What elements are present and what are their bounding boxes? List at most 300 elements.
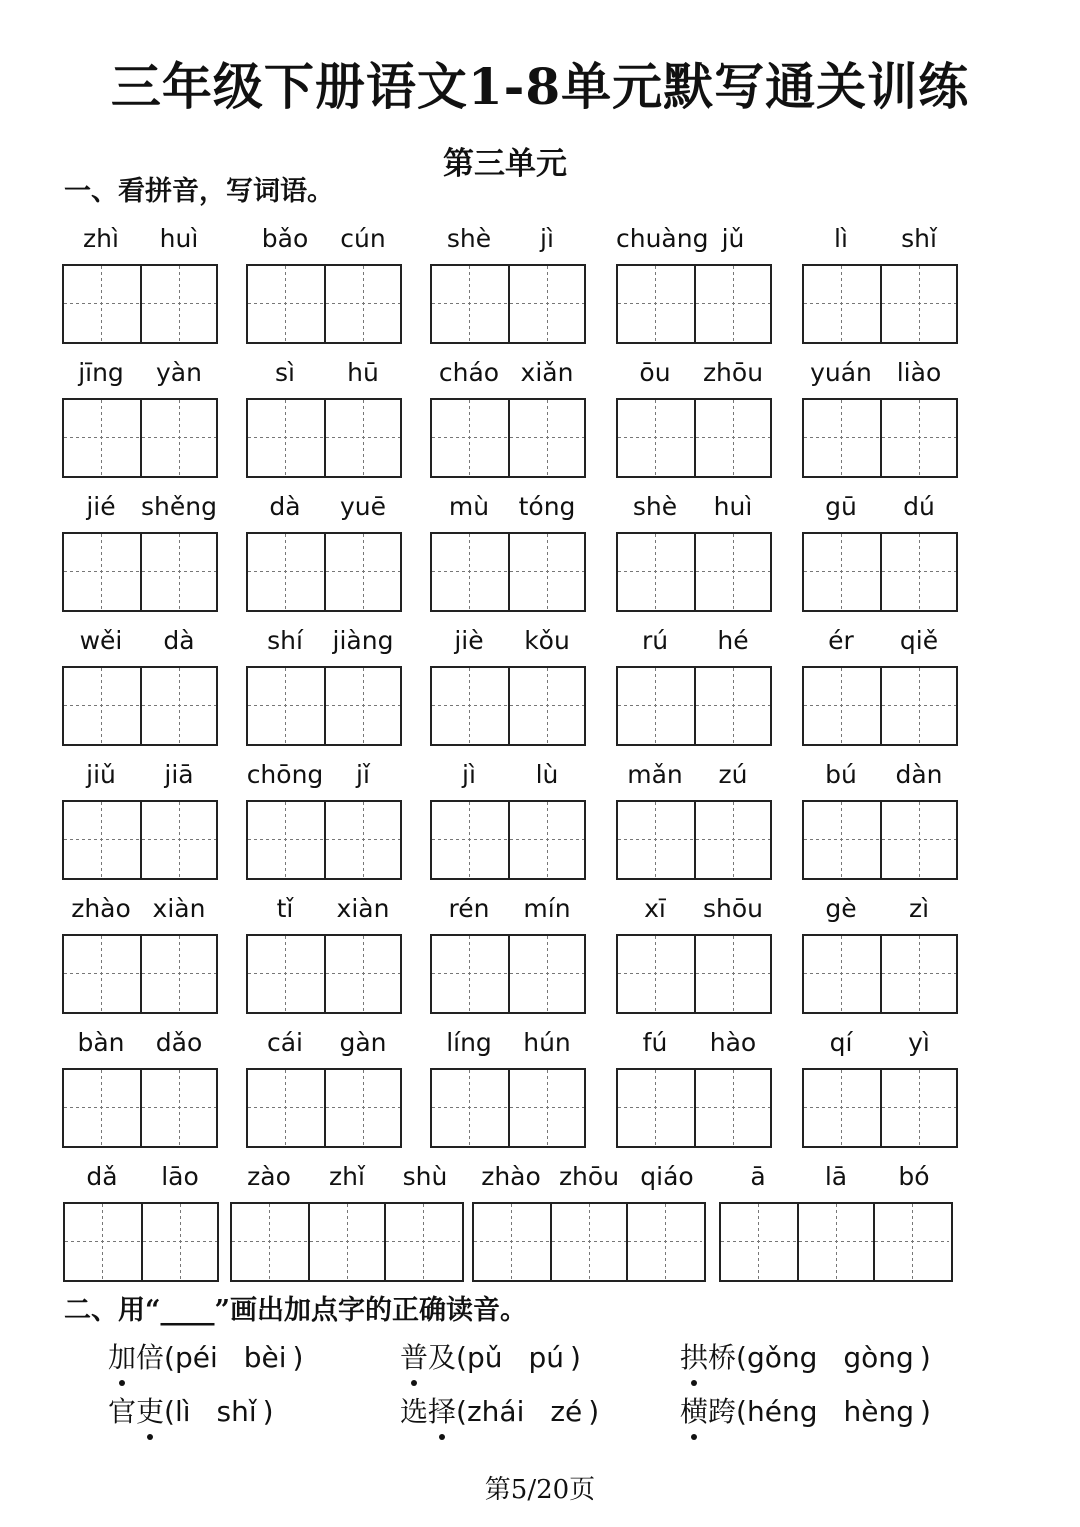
writing-cell[interactable] [140,936,216,1012]
pinyin-syllable: líng [446,1028,492,1057]
writing-cell[interactable] [804,266,880,342]
writing-cell[interactable] [880,802,956,878]
writing-cell[interactable] [873,1204,949,1280]
writing-cell[interactable] [64,534,140,610]
pinyin-syllable: qí [829,1028,853,1057]
pinyin-syllable: qiáo [640,1162,694,1191]
writing-cell[interactable] [694,266,770,342]
word-item [62,222,218,344]
pinyin-row [62,624,218,658]
writing-cell[interactable] [324,936,400,1012]
writing-cell[interactable] [432,534,508,610]
pinyin-row [62,222,218,256]
pinyin-syllable: jì [540,224,554,253]
word-item [802,222,958,344]
word-item [802,892,958,1014]
word-item [616,758,772,880]
pinyin-syllable: yàn [156,358,202,387]
character-boxes [430,264,586,344]
pinyin-row [616,892,772,926]
pinyin-row [62,758,218,792]
pinyin-syllable: shè [632,492,678,521]
open-paren: ( [164,1341,175,1374]
writing-cell[interactable] [694,668,770,744]
pinyin-syllable: cái [266,1028,303,1057]
character-boxes [62,264,218,344]
close-paren: ) [292,1341,304,1374]
writing-cell[interactable] [432,668,508,744]
pinyin-row [246,892,402,926]
pinyin-syllable: zhì [83,224,119,253]
writing-cell[interactable] [474,1204,550,1280]
character-boxes [802,934,958,1014]
pinyin-syllable: jīng [78,358,124,387]
writing-cell[interactable] [618,668,694,744]
pinyin-syllable: liào [896,358,942,387]
pinyin-syllable: lāo [161,1162,199,1191]
word-item [719,1160,953,1282]
writing-cell[interactable] [232,1204,308,1280]
pinyin-syllable: shěng [141,492,217,521]
writing-cell[interactable] [140,1070,216,1146]
writing-cell[interactable] [508,400,584,476]
word-item [616,356,772,478]
character-boxes [430,934,586,1014]
word-item [63,1160,219,1282]
pinyin-syllable: shù [402,1162,448,1191]
pinyin-syllable: kǒu [524,626,570,655]
writing-cell[interactable] [248,534,324,610]
pinyin-syllable: jiǔ [86,760,116,789]
pinyin-row [246,1026,402,1060]
character-boxes [802,666,958,746]
writing-cell[interactable] [324,802,400,878]
word-item [802,490,958,612]
pinyin-syllable: yuē [339,492,387,521]
section-2-heading: 二、用“____”画出加点字的正确读音。 [64,1295,528,1326]
character-boxes [230,1202,464,1282]
writing-cell[interactable] [248,266,324,342]
pinyin-syllable: gàn [339,1028,387,1057]
pinyin-syllable: lì [834,224,848,253]
word-item [430,624,586,746]
pinyin-syllable: cháo [438,358,500,387]
pinyin-syllable: shǐ [901,224,937,253]
writing-cell[interactable] [432,1070,508,1146]
writing-cell[interactable] [618,936,694,1012]
word-item [802,356,958,478]
writing-cell[interactable] [508,668,584,744]
writing-cell[interactable] [432,802,508,878]
writing-cell[interactable] [880,668,956,744]
word-item [430,892,586,1014]
reading-option[interactable]: bèi [243,1341,287,1374]
word-character: 官 [108,1395,137,1428]
pinyin-row [246,490,402,524]
writing-cell[interactable] [618,802,694,878]
writing-cell[interactable] [248,668,324,744]
word-item [230,1160,464,1282]
writing-cell[interactable] [618,266,694,342]
open-paren: ( [736,1395,747,1428]
character-boxes [430,666,586,746]
word-item [62,490,218,612]
writing-cell[interactable] [618,534,694,610]
character-boxes [62,1068,218,1148]
pinyin-row [246,624,402,658]
dotted-character: 择 [428,1392,456,1432]
pinyin-syllable: zhào [481,1162,541,1191]
writing-cell[interactable] [797,1204,873,1280]
pinyin-row [430,222,586,256]
writing-cell[interactable] [694,936,770,1012]
character-boxes [430,398,586,478]
word-item [246,490,402,612]
page-number: 第5/20页 [484,1475,596,1505]
character-boxes [802,398,958,478]
pinyin-syllable: dà [163,626,195,655]
word-item [62,624,218,746]
pinyin-syllable: chuàng [616,224,709,253]
writing-cell[interactable] [880,1070,956,1146]
character-boxes [246,800,402,880]
open-paren: ( [456,1341,467,1374]
pinyin-row [430,490,586,524]
pinyin-row [616,624,772,658]
pinyin-syllable: zào [247,1162,291,1191]
pinyin-syllable: jié [86,492,116,521]
writing-cell[interactable] [324,534,400,610]
reading-option[interactable]: gòng [843,1341,914,1374]
word-item [616,892,772,1014]
pinyin-syllable: jǐ [356,760,370,789]
character-boxes [802,264,958,344]
pinyin-syllable: tóng [518,492,576,521]
character-boxes [616,264,772,344]
reading-option[interactable]: hèng [843,1395,914,1428]
writing-cell[interactable] [64,1070,140,1146]
writing-cell[interactable] [324,266,400,342]
writing-cell[interactable] [432,936,508,1012]
writing-cell[interactable] [804,668,880,744]
dotted-character: 吏 [136,1392,164,1432]
pinyin-syllable: sì [275,358,295,387]
word-item [430,1026,586,1148]
writing-cell[interactable] [64,266,140,342]
writing-cell[interactable] [64,668,140,744]
character-boxes [616,1068,772,1148]
character-boxes [246,264,402,344]
reading-option[interactable]: zhái [466,1395,525,1428]
pinyin-syllable: dú [903,492,935,521]
writing-cell[interactable] [248,936,324,1012]
section-1-heading: 一、看拼音，写词语。 [64,176,334,207]
reading-option[interactable]: pǔ [466,1341,503,1374]
pinyin-row [62,1026,218,1060]
pinyin-syllable: zú [718,760,748,789]
writing-cell[interactable] [694,1070,770,1146]
word-item [616,222,772,344]
pinyin-row [616,758,772,792]
pinyin-syllable: fú [642,1028,668,1057]
writing-cell[interactable] [694,802,770,878]
pinyin-syllable: lā [824,1162,848,1191]
writing-cell[interactable] [880,534,956,610]
dotted-character: 拱 [680,1338,708,1378]
writing-cell[interactable] [550,1204,626,1280]
open-paren: ( [736,1341,747,1374]
word-item [246,758,402,880]
writing-cell[interactable] [384,1204,460,1280]
pinyin-syllable: yuán [810,358,872,387]
writing-cell[interactable] [324,400,400,476]
pinyin-row [802,356,958,390]
writing-cell[interactable] [140,266,216,342]
reading-option[interactable]: zé [550,1395,583,1428]
character-boxes [430,532,586,612]
pinyin-row [63,1160,219,1194]
pinyin-syllable: xiàn [152,894,206,923]
writing-cell[interactable] [508,936,584,1012]
writing-cell[interactable] [65,1204,141,1280]
pinyin-syllable: xiàn [336,894,390,923]
word-item [802,624,958,746]
writing-cell[interactable] [508,1070,584,1146]
pronunciation-item [400,1392,599,1432]
writing-cell[interactable] [721,1204,797,1280]
character-boxes [802,532,958,612]
writing-cell[interactable] [508,266,584,342]
pinyin-row [62,356,218,390]
pinyin-row [230,1160,464,1194]
pinyin-syllable: hào [709,1028,757,1057]
pinyin-row [802,222,958,256]
pronunciation-item [400,1338,581,1378]
pinyin-syllable: wěi [79,626,123,655]
pinyin-syllable: jiè [454,626,484,655]
writing-cell[interactable] [248,1070,324,1146]
word-item [802,758,958,880]
writing-cell[interactable] [804,534,880,610]
writing-cell[interactable] [141,1204,217,1280]
pinyin-row [246,356,402,390]
pinyin-row [802,1026,958,1060]
character-boxes [63,1202,219,1282]
pinyin-row [802,490,958,524]
writing-cell[interactable] [508,802,584,878]
pinyin-row [430,624,586,658]
writing-cell[interactable] [140,668,216,744]
word-item [246,356,402,478]
writing-cell[interactable] [880,400,956,476]
pinyin-syllable: hé [717,626,749,655]
writing-cell[interactable] [618,1070,694,1146]
pinyin-syllable: mín [523,894,571,923]
word-item [430,356,586,478]
writing-cell[interactable] [804,400,880,476]
pinyin-syllable: shí [267,626,303,655]
writing-cell[interactable] [432,266,508,342]
pinyin-syllable: gū [825,492,857,521]
character-boxes [430,800,586,880]
word-item [616,490,772,612]
word-character: 桥 [708,1341,737,1374]
pinyin-syllable: shè [446,224,492,253]
character-boxes [246,934,402,1014]
close-paren: ) [570,1341,581,1374]
word-character: 选 [400,1395,429,1428]
pinyin-row [802,624,958,658]
close-paren: ) [919,1395,931,1428]
character-boxes [616,800,772,880]
word-item [62,758,218,880]
word-item [616,624,772,746]
close-paren: ) [262,1395,274,1428]
writing-cell[interactable] [248,400,324,476]
word-item [246,1026,402,1148]
pinyin-syllable: qiě [899,626,939,655]
character-boxes [62,398,218,478]
pinyin-syllable: rú [641,626,669,655]
pinyin-syllable: shōu [702,894,763,923]
pinyin-syllable: mǎn [627,760,683,789]
word-item [430,222,586,344]
writing-cell[interactable] [308,1204,384,1280]
pinyin-syllable: bàn [77,1028,125,1057]
character-boxes [430,1068,586,1148]
character-boxes [802,1068,958,1148]
word-item [246,222,402,344]
pinyin-syllable: rén [448,894,490,923]
character-boxes [246,666,402,746]
reading-option[interactable]: pú [528,1341,565,1374]
pinyin-syllable: jiā [164,760,194,789]
reading-option[interactable]: héng [746,1395,818,1428]
word-character: 倍 [136,1341,165,1374]
character-boxes [246,398,402,478]
pinyin-syllable: huì [713,492,753,521]
pinyin-row [430,892,586,926]
page-title: 三年级下册语文1-8单元默写通关训练 [110,57,970,116]
pinyin-row [246,222,402,256]
writing-cell[interactable] [880,936,956,1012]
pinyin-syllable: yì [908,1028,930,1057]
pinyin-row [616,222,772,256]
pinyin-syllable: zhōu [702,358,764,387]
writing-cell[interactable] [804,936,880,1012]
pinyin-syllable: dàn [895,760,943,789]
writing-cell[interactable] [508,534,584,610]
pinyin-syllable: chōng [246,760,324,789]
reading-option[interactable]: shǐ [216,1395,257,1428]
word-item [430,490,586,612]
writing-cell[interactable] [64,400,140,476]
character-boxes [246,532,402,612]
pinyin-row [616,1026,772,1060]
writing-cell[interactable] [880,266,956,342]
reading-option[interactable]: lì [174,1395,191,1428]
writing-cell[interactable] [140,400,216,476]
writing-cell[interactable] [804,802,880,878]
writing-cell[interactable] [626,1204,702,1280]
word-item [62,1026,218,1148]
pinyin-syllable: bó [898,1162,930,1191]
pronunciation-item [680,1392,931,1432]
character-boxes [62,666,218,746]
writing-cell[interactable] [64,802,140,878]
word-item [616,1026,772,1148]
close-paren: ) [919,1341,931,1374]
pinyin-row [472,1160,706,1194]
writing-cell[interactable] [324,1070,400,1146]
open-paren: ( [456,1395,467,1428]
pinyin-syllable: jǔ [721,224,745,253]
pinyin-syllable: xī [644,894,666,923]
character-boxes [616,934,772,1014]
word-item [802,1026,958,1148]
reading-option[interactable]: péi [174,1341,218,1374]
pinyin-syllable: ā [750,1162,766,1191]
pinyin-syllable: lù [535,760,559,789]
writing-cell[interactable] [432,400,508,476]
reading-option[interactable]: gǒng [746,1341,818,1374]
character-boxes [719,1202,953,1282]
writing-cell[interactable] [140,802,216,878]
writing-cell[interactable] [140,534,216,610]
pinyin-row [616,490,772,524]
pinyin-syllable: dǎo [155,1028,203,1057]
close-paren: ) [588,1395,600,1428]
pinyin-syllable: ōu [639,358,671,387]
pinyin-syllable: zhào [71,894,131,923]
character-boxes [472,1202,706,1282]
writing-cell[interactable] [618,400,694,476]
pinyin-row [246,758,402,792]
pinyin-row [430,356,586,390]
writing-cell[interactable] [248,802,324,878]
character-boxes [62,800,218,880]
pinyin-syllable: zhǐ [329,1162,365,1191]
character-boxes [616,666,772,746]
pinyin-syllable: jiàng [332,626,394,655]
pinyin-syllable: xiǎn [520,358,574,387]
writing-cell[interactable] [324,668,400,744]
pinyin-syllable: jì [462,760,476,789]
dotted-character: 横 [680,1392,708,1432]
pinyin-syllable: bǎo [261,224,309,253]
character-boxes [616,398,772,478]
writing-cell[interactable] [64,936,140,1012]
character-boxes [802,800,958,880]
character-boxes [246,1068,402,1148]
word-item [62,892,218,1014]
writing-cell[interactable] [804,1070,880,1146]
word-item [430,758,586,880]
pinyin-row [430,1026,586,1060]
pinyin-row [802,758,958,792]
unit-subtitle: 第三单元 [443,146,567,182]
pinyin-row [62,490,218,524]
pinyin-syllable: huì [159,224,199,253]
character-boxes [616,532,772,612]
word-item [246,624,402,746]
writing-cell[interactable] [694,534,770,610]
pinyin-row [719,1160,953,1194]
pronunciation-item [108,1338,303,1378]
writing-cell[interactable] [694,400,770,476]
pinyin-syllable: ér [828,626,854,655]
word-item [472,1160,706,1282]
